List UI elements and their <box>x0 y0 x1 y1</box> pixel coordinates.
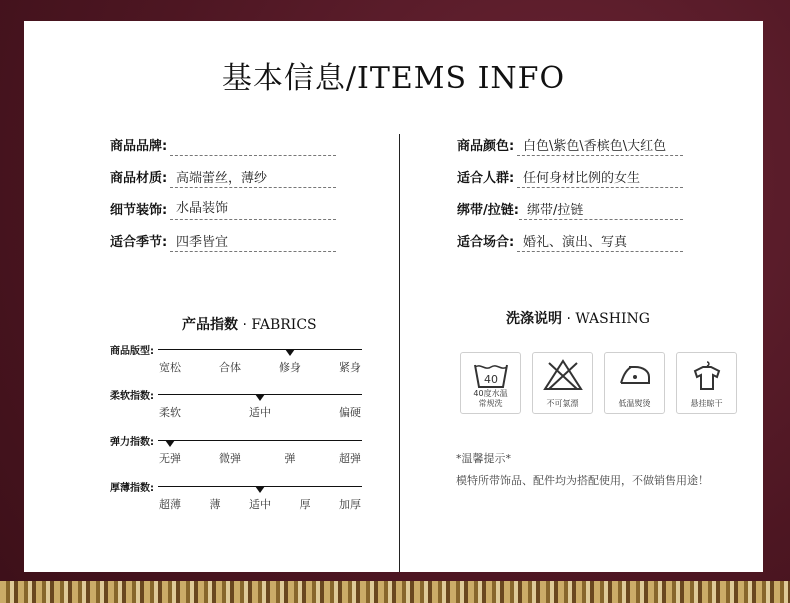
fabric-index-tick-label: 微弹 <box>219 452 241 465</box>
fabric-index-tick-label: 适中 <box>249 406 271 419</box>
info-value: 四季皆宜 <box>176 235 229 250</box>
fabric-index-line <box>158 440 362 441</box>
info-label: 商品颜色: <box>457 139 515 154</box>
vertical-divider <box>399 134 400 572</box>
fabric-index-tick-label: 修身 <box>279 361 301 374</box>
info-value: 白色\紫色\香槟色\大红色 <box>523 139 667 154</box>
low-iron-icon <box>615 359 655 391</box>
fabric-index-tick-label: 薄 <box>209 498 221 511</box>
hang-dry-icon <box>687 359 727 391</box>
info-row <box>457 199 727 231</box>
washing-title-cn: 洗涤说明 <box>506 311 562 327</box>
fabric-index-selected-marker <box>255 394 265 401</box>
info-row <box>110 167 370 199</box>
fabric-index-selected-marker <box>255 486 265 493</box>
washing-section-title <box>506 308 650 328</box>
fabric-index-label: 商品版型: <box>110 346 154 357</box>
fabric-index-label: 柔软指数: <box>110 391 154 402</box>
fabric-index-line <box>158 349 362 350</box>
decorative-border <box>0 581 790 603</box>
wash-label: 40度水温 常规洗 <box>473 389 508 408</box>
page-title: 基本信息/ITEMS INFO <box>221 61 566 96</box>
wash-item <box>676 352 737 414</box>
fabrics-title-en: FABRICS <box>251 317 317 333</box>
wash-item <box>604 352 665 414</box>
dashed-underline <box>519 219 683 220</box>
info-label: 适合人群: <box>457 171 515 186</box>
fabric-index-tick-label: 超弹 <box>339 452 361 465</box>
info-row <box>110 199 370 231</box>
dashed-underline <box>170 219 336 220</box>
dashed-underline <box>517 187 683 188</box>
info-label: 商品材质: <box>110 171 168 186</box>
washing-title-separator: · <box>562 311 576 327</box>
wash-label: 不可氯漂 <box>546 399 579 408</box>
fabric-index-tick-label: 厚 <box>299 498 311 511</box>
wash-item <box>460 352 521 414</box>
fabric-index-tick-label: 紧身 <box>339 361 361 374</box>
info-row <box>110 231 370 263</box>
info-label: 细节装饰: <box>110 203 168 218</box>
info-row <box>457 231 727 263</box>
info-panel <box>24 21 763 572</box>
fabric-index-selected-marker <box>285 349 295 356</box>
fabric-index-tick-label: 偏硬 <box>339 406 361 419</box>
info-value: 水晶装饰 <box>176 201 229 216</box>
info-label: 商品品牌: <box>110 139 168 154</box>
info-label: 绑带/拉链: <box>457 203 519 218</box>
info-value: 绑带/拉链 <box>527 203 584 218</box>
dashed-underline <box>170 187 336 188</box>
dashed-underline <box>517 155 683 156</box>
fabric-index-label: 弹力指数: <box>110 437 154 448</box>
fabrics-title-cn: 产品指数 <box>182 317 238 333</box>
dashed-underline <box>517 251 683 252</box>
info-label: 适合场合: <box>457 235 515 250</box>
info-label: 适合季节: <box>110 235 168 250</box>
wash-label: 悬挂晾干 <box>690 399 723 408</box>
fabrics-title-separator: · <box>238 317 252 333</box>
wash-temperature-text: 40 <box>484 373 498 386</box>
info-row <box>457 135 727 167</box>
fabrics-section-title <box>182 314 317 334</box>
fabric-index-row <box>110 483 362 532</box>
info-value: 高端蕾丝，薄纱 <box>176 171 268 186</box>
fabric-index-tick-label: 弹 <box>284 452 296 465</box>
dashed-underline <box>170 155 336 156</box>
info-value: 任何身材比例的女生 <box>523 171 641 186</box>
fabric-index-tick-label: 柔软 <box>159 406 181 419</box>
no-bleach-icon <box>543 359 583 391</box>
wash-40-icon <box>471 359 511 391</box>
fabric-index-tick-label: 宽松 <box>159 361 181 374</box>
note-text: 模特所带饰品、配件均为搭配使用，不做销售用途！ <box>456 474 709 487</box>
fabric-index-tick-label: 无弹 <box>159 452 181 465</box>
info-value: 婚礼、演出、写真 <box>523 235 628 250</box>
fabric-index-tick-label: 合体 <box>219 361 241 374</box>
wash-label: 低温熨烫 <box>618 399 651 408</box>
fabric-index-label: 厚薄指数: <box>110 483 154 494</box>
info-row <box>110 135 370 167</box>
info-row <box>457 167 727 199</box>
washing-icons <box>460 352 740 414</box>
washing-title-en: WASHING <box>575 311 650 327</box>
dashed-underline <box>170 251 336 252</box>
fabric-index-selected-marker <box>165 440 175 447</box>
items-info-right <box>457 135 727 263</box>
note <box>456 448 746 492</box>
items-info-left <box>110 135 370 263</box>
fabric-index-tick-label: 适中 <box>249 498 271 511</box>
fabric-index-tick-label: 超薄 <box>159 498 181 511</box>
fabric-index-tick-label: 加厚 <box>339 498 361 511</box>
note-title: *温馨提示* <box>456 452 511 465</box>
wash-item <box>532 352 593 414</box>
